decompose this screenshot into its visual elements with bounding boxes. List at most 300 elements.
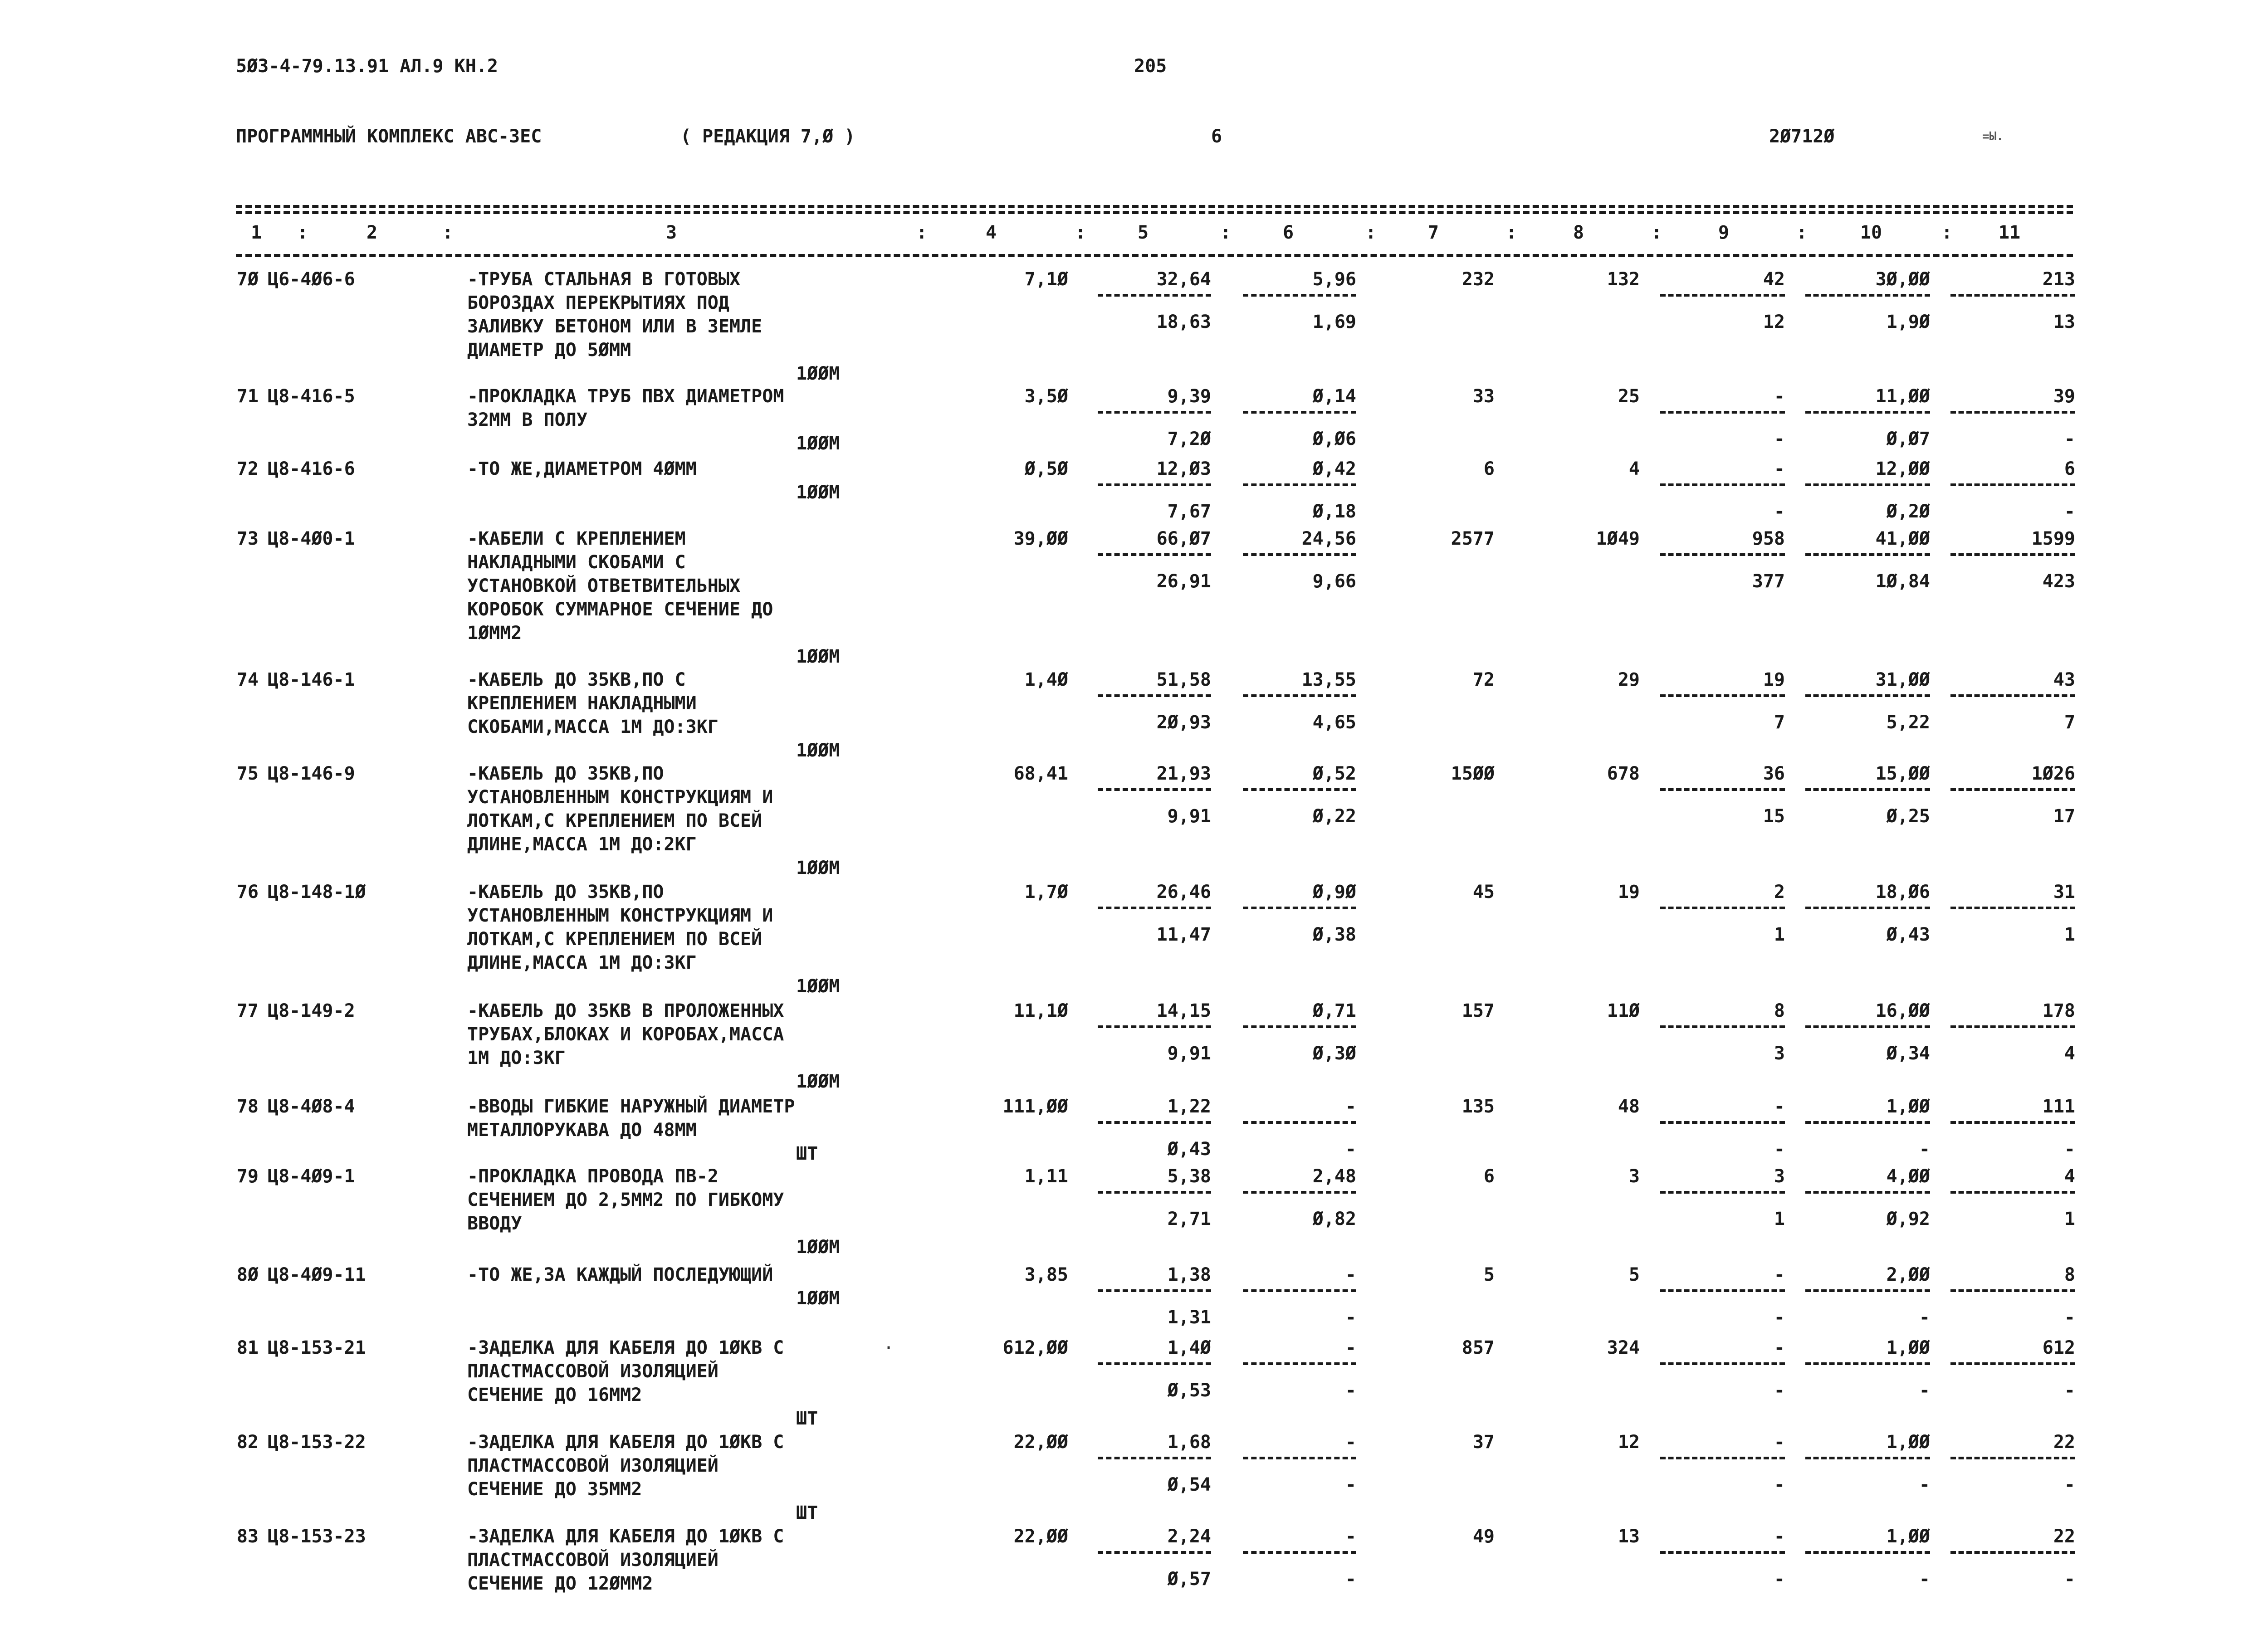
value-c5-bottom: 2,71	[1167, 1209, 1211, 1229]
value-c9-top: 958	[1752, 528, 1785, 549]
column-header-6: 6	[1282, 222, 1294, 243]
column-divider: :	[916, 222, 928, 243]
value-col4: 1,7Ø	[1024, 882, 1068, 902]
row-description-line: -КАБЕЛЬ ДО 35КВ,ПО	[467, 763, 664, 784]
value-c5-bottom: 2Ø,93	[1156, 712, 1211, 733]
value-separator	[1950, 294, 2075, 297]
value-col8: 5	[1628, 1264, 1640, 1285]
sheet-number: 6	[1211, 126, 1222, 147]
value-c10-bottom: -	[1919, 1380, 1930, 1401]
value-c6-bottom: 9,66	[1312, 571, 1356, 592]
value-c6-bottom: Ø,18	[1312, 501, 1356, 522]
value-c11-bottom: 17	[2053, 806, 2075, 827]
value-separator	[1950, 1289, 2075, 1292]
table-header-rule	[236, 254, 2073, 257]
row-number: 75	[236, 763, 259, 784]
value-separator	[1660, 907, 1785, 909]
row-code: Ц8-153-21	[268, 1337, 366, 1358]
value-separator	[1805, 907, 1930, 909]
value-col7: 6	[1483, 1166, 1495, 1187]
value-separator	[1243, 1289, 1356, 1292]
value-c5-top: 9,39	[1167, 386, 1211, 407]
value-c9-bottom: 377	[1752, 571, 1785, 592]
row-description-line: СКОБАМИ,МАССА 1М ДО:3КГ	[467, 717, 719, 737]
value-c11-top: 1Ø26	[2031, 763, 2075, 784]
value-col4: 1,4Ø	[1024, 669, 1068, 690]
value-col8: 678	[1607, 763, 1640, 784]
value-c5-top: 1,4Ø	[1167, 1337, 1211, 1358]
value-c6-bottom: Ø,38	[1312, 924, 1356, 945]
value-c5-bottom: Ø,43	[1167, 1139, 1211, 1160]
value-c9-bottom: -	[1774, 429, 1785, 449]
value-separator	[1805, 1289, 1930, 1292]
value-col7: 6	[1483, 458, 1495, 479]
value-c10-top: 31,ØØ	[1875, 669, 1930, 690]
value-c9-top: 2	[1774, 882, 1785, 902]
value-separator	[1098, 1457, 1211, 1459]
row-description-line: -ТО ЖЕ,ЗА КАЖДЫЙ ПОСЛЕДУЮЩИЙ	[467, 1264, 773, 1285]
value-c5-bottom: 7,67	[1167, 501, 1211, 522]
row-description-line: БОРОЗДАХ ПЕРЕКРЫТИЯХ ПОД	[467, 293, 729, 313]
value-separator	[1098, 483, 1211, 486]
value-c11-bottom: 4	[2064, 1043, 2075, 1064]
row-description-line: ДИАМЕТР ДО 5ØММ	[467, 340, 631, 361]
value-c5-top: 2,24	[1167, 1526, 1211, 1547]
value-c11-bottom: 7	[2064, 712, 2075, 733]
value-c10-top: 41,ØØ	[1875, 528, 1930, 549]
value-c5-top: 21,93	[1156, 763, 1211, 784]
value-col7: 157	[1461, 1000, 1495, 1021]
value-separator	[1805, 788, 1930, 791]
value-separator	[1805, 1362, 1930, 1365]
value-col8: 48	[1618, 1096, 1640, 1117]
row-description-line: ТРУБАХ,БЛОКАХ И КОРОБАХ,МАССА	[467, 1024, 784, 1045]
row-description-line: ПЛАСТМАССОВОЙ ИЗОЛЯЦИЕЙ	[467, 1455, 719, 1476]
value-c10-bottom: Ø,Ø7	[1886, 429, 1930, 449]
value-col7: 232	[1461, 269, 1495, 290]
value-c9-bottom: 1	[1774, 1209, 1785, 1229]
value-col7: 135	[1461, 1096, 1495, 1117]
row-description-line: КРЕПЛЕНИЕМ НАКЛАДНЫМИ	[467, 693, 697, 714]
value-c10-top: 12,ØØ	[1875, 458, 1930, 479]
row-number: 81	[236, 1337, 259, 1358]
column-divider: :	[1506, 222, 1517, 243]
row-code: Ц8-153-22	[268, 1432, 366, 1453]
value-col7: 49	[1472, 1526, 1495, 1547]
row-unit: 1ØØМ	[796, 740, 840, 761]
value-c9-top: 42	[1763, 269, 1785, 290]
document-code: 5Ø3-4-79.13.91 АЛ.9 КН.2	[236, 56, 498, 77]
program-name: ПРОГРАММНЫЙ КОМПЛЕКС АВС-ЗЕС	[236, 126, 542, 147]
value-c6-bottom: -	[1345, 1139, 1356, 1160]
value-c6-bottom: Ø,82	[1312, 1209, 1356, 1229]
value-c9-top: -	[1774, 1264, 1785, 1285]
column-divider: :	[442, 222, 454, 243]
value-col4: 22,ØØ	[1013, 1432, 1068, 1453]
value-col8: 3	[1628, 1166, 1640, 1187]
row-description-line: -ЗАДЕЛКА ДЛЯ КАБЕЛЯ ДО 1ØКВ С	[467, 1337, 784, 1358]
row-description-line: -КАБЕЛЬ ДО 35КВ,ПО	[467, 882, 664, 902]
value-c10-top: 1,ØØ	[1886, 1432, 1930, 1453]
value-c5-bottom: Ø,54	[1167, 1474, 1211, 1495]
row-description-line: УСТАНОВЛЕННЫМ КОНСТРУКЦИЯМ И	[467, 787, 773, 808]
document-id: 2Ø712Ø	[1769, 126, 1835, 147]
value-c6-top: Ø,9Ø	[1312, 882, 1356, 902]
column-divider: :	[1941, 222, 1953, 243]
value-c11-top: 22	[2053, 1432, 2075, 1453]
value-separator	[1660, 1191, 1785, 1194]
value-col4: 3,85	[1024, 1264, 1068, 1285]
table-top-rule	[236, 205, 2073, 208]
value-separator	[1243, 411, 1356, 414]
value-c6-top: -	[1345, 1096, 1356, 1117]
value-c10-top: 16,ØØ	[1875, 1000, 1930, 1021]
value-c10-top: 1,ØØ	[1886, 1526, 1930, 1547]
value-separator	[1950, 694, 2075, 697]
row-description-line: 32ММ В ПОЛУ	[467, 410, 587, 430]
column-divider: :	[1075, 222, 1086, 243]
value-c10-bottom: 1Ø,84	[1875, 571, 1930, 592]
value-separator	[1805, 553, 1930, 556]
value-c5-bottom: Ø,53	[1167, 1380, 1211, 1401]
value-c11-top: 39	[2053, 386, 2075, 407]
value-c5-top: 14,15	[1156, 1000, 1211, 1021]
column-header-10: 10	[1860, 222, 1882, 243]
value-c9-bottom: 15	[1763, 806, 1785, 827]
value-c11-bottom: -	[2064, 1380, 2075, 1401]
value-c9-bottom: -	[1774, 1139, 1785, 1160]
value-col4: 68,41	[1013, 763, 1068, 784]
column-header-9: 9	[1718, 222, 1730, 243]
row-code: Ц8-148-1Ø	[268, 882, 366, 902]
value-col8: 13	[1618, 1526, 1640, 1547]
value-col7: 857	[1461, 1337, 1495, 1358]
value-col8: 11Ø	[1607, 1000, 1640, 1021]
value-col4: 7,1Ø	[1024, 269, 1068, 290]
value-separator	[1950, 1457, 2075, 1459]
value-separator	[1660, 788, 1785, 791]
value-c10-bottom: Ø,43	[1886, 924, 1930, 945]
value-c11-bottom: -	[2064, 429, 2075, 449]
value-c11-top: 22	[2053, 1526, 2075, 1547]
value-c11-bottom: -	[2064, 1307, 2075, 1328]
value-c9-top: 8	[1774, 1000, 1785, 1021]
row-number: 8Ø	[236, 1264, 259, 1285]
value-separator	[1660, 483, 1785, 486]
value-separator	[1950, 411, 2075, 414]
value-c6-top: 24,56	[1301, 528, 1356, 549]
value-separator	[1950, 483, 2075, 486]
value-c10-bottom: Ø,92	[1886, 1209, 1930, 1229]
value-c11-top: 213	[2042, 269, 2075, 290]
value-separator	[1950, 1121, 2075, 1124]
value-c6-top: Ø,42	[1312, 458, 1356, 479]
value-c9-top: -	[1774, 458, 1785, 479]
row-description-line: СЕЧЕНИЕ ДО 12ØММ2	[467, 1573, 653, 1594]
value-c11-bottom: 423	[2042, 571, 2075, 592]
value-c10-bottom: Ø,34	[1886, 1043, 1930, 1064]
value-separator	[1805, 1191, 1930, 1194]
value-c6-top: 13,55	[1301, 669, 1356, 690]
value-col8: 1Ø49	[1596, 528, 1640, 549]
row-number: 79	[236, 1166, 259, 1187]
value-separator	[1243, 1362, 1356, 1365]
value-c6-top: -	[1345, 1337, 1356, 1358]
value-c9-top: 19	[1763, 669, 1785, 690]
value-c6-bottom: -	[1345, 1569, 1356, 1590]
value-separator	[1805, 1457, 1930, 1459]
value-c11-bottom: 13	[2053, 312, 2075, 332]
value-separator	[1243, 694, 1356, 697]
value-c10-bottom: 1,9Ø	[1886, 312, 1930, 332]
row-description-line: СЕЧЕНИЕ ДО 16ММ2	[467, 1385, 642, 1405]
row-code: Ц6-4Ø6-6	[268, 269, 355, 290]
row-description-line: -ЗАДЕЛКА ДЛЯ КАБЕЛЯ ДО 1ØКВ С	[467, 1526, 784, 1547]
value-separator	[1098, 788, 1211, 791]
column-divider: :	[1796, 222, 1808, 243]
row-description-line: ДЛИНЕ,МАССА 1М ДО:2КГ	[467, 834, 697, 855]
value-c6-bottom: Ø,22	[1312, 806, 1356, 827]
value-separator	[1660, 1025, 1785, 1028]
value-col8: 4	[1628, 458, 1640, 479]
row-description-line: 1М ДО:3КГ	[467, 1048, 566, 1068]
row-description-line: -ПРОКЛАДКА ТРУБ ПВХ ДИАМЕТРОМ	[467, 386, 784, 407]
value-separator	[1950, 1551, 2075, 1554]
row-description-line: -ПРОКЛАДКА ПРОВОДА ПВ-2	[467, 1166, 719, 1187]
row-code: Ц8-153-23	[268, 1526, 366, 1547]
column-divider: :	[1220, 222, 1232, 243]
value-c11-bottom: -	[2064, 501, 2075, 522]
value-c9-bottom: -	[1774, 501, 1785, 522]
value-separator	[1950, 788, 2075, 791]
value-c5-top: 12,Ø3	[1156, 458, 1211, 479]
value-c9-bottom: -	[1774, 1307, 1785, 1328]
row-description-line: -КАБЕЛИ С КРЕПЛЕНИЕМ	[467, 528, 686, 549]
value-separator	[1950, 907, 2075, 909]
column-divider: :	[1651, 222, 1662, 243]
table-top-rule-2	[236, 211, 2073, 214]
value-c6-top: -	[1345, 1526, 1356, 1547]
value-c5-top: 51,58	[1156, 669, 1211, 690]
value-col4: Ø,5Ø	[1024, 458, 1068, 479]
value-c10-top: 1,ØØ	[1886, 1096, 1930, 1117]
row-description-line: ЛОТКАМ,С КРЕПЛЕНИЕМ ПО ВСЕЙ	[467, 929, 763, 950]
value-c6-top: Ø,52	[1312, 763, 1356, 784]
value-separator	[1805, 1551, 1930, 1554]
column-header-3: 3	[665, 222, 677, 243]
row-description-line: КОРОБОК СУММАРНОЕ СЕЧЕНИЕ ДО	[467, 599, 773, 620]
value-col7: 72	[1472, 669, 1495, 690]
row-description-line: -ЗАДЕЛКА ДЛЯ КАБЕЛЯ ДО 1ØКВ С	[467, 1432, 784, 1453]
scan-mark: ·	[885, 1340, 893, 1356]
row-number: 83	[236, 1526, 259, 1547]
row-code: Ц8-146-1	[268, 669, 355, 690]
column-header-7: 7	[1427, 222, 1439, 243]
column-header-4: 4	[985, 222, 997, 243]
value-separator	[1243, 483, 1356, 486]
value-c11-top: 43	[2053, 669, 2075, 690]
value-c9-top: -	[1774, 1432, 1785, 1453]
value-separator	[1805, 483, 1930, 486]
value-separator	[1950, 1362, 2075, 1365]
row-unit: 1ØØМ	[796, 646, 840, 667]
value-c6-bottom: -	[1345, 1380, 1356, 1401]
value-separator	[1660, 1362, 1785, 1365]
value-c11-bottom: 1	[2064, 1209, 2075, 1229]
row-description-line: ПЛАСТМАССОВОЙ ИЗОЛЯЦИЕЙ	[467, 1361, 719, 1382]
value-c6-top: Ø,71	[1312, 1000, 1356, 1021]
value-c6-bottom: Ø,Ø6	[1312, 429, 1356, 449]
value-col4: 111,ØØ	[1002, 1096, 1068, 1117]
value-c9-bottom: -	[1774, 1569, 1785, 1590]
row-description-line: ПЛАСТМАССОВОЙ ИЗОЛЯЦИЕЙ	[467, 1550, 719, 1571]
value-separator	[1660, 1457, 1785, 1459]
value-separator	[1805, 294, 1930, 297]
value-c5-bottom: 9,91	[1167, 806, 1211, 827]
row-code: Ц8-4Ø9-1	[268, 1166, 355, 1187]
row-unit: ШТ	[796, 1502, 818, 1523]
value-separator	[1243, 1191, 1356, 1194]
row-unit: 1ØØМ	[796, 1071, 840, 1092]
column-header-8: 8	[1573, 222, 1584, 243]
column-header-5: 5	[1137, 222, 1149, 243]
value-separator	[1950, 1025, 2075, 1028]
value-c5-bottom: 9,91	[1167, 1043, 1211, 1064]
row-description-line: -ВВОДЫ ГИБКИЕ НАРУЖНЫЙ ДИАМЕТР	[467, 1096, 795, 1117]
value-c10-bottom: Ø,25	[1886, 806, 1930, 827]
value-c6-bottom: Ø,3Ø	[1312, 1043, 1356, 1064]
page-number: 205	[1134, 56, 1167, 77]
value-separator	[1950, 553, 2075, 556]
row-number: 73	[236, 528, 259, 549]
value-c9-top: -	[1774, 1096, 1785, 1117]
value-c10-top: 11,ØØ	[1875, 386, 1930, 407]
value-c10-top: 1,ØØ	[1886, 1337, 1930, 1358]
value-c9-top: -	[1774, 1337, 1785, 1358]
value-separator	[1805, 1025, 1930, 1028]
row-description-line: ДЛИНЕ,МАССА 1М ДО:3КГ	[467, 952, 697, 973]
value-separator	[1098, 1362, 1211, 1365]
value-separator	[1660, 294, 1785, 297]
row-description-line: УСТАНОВЛЕННЫМ КОНСТРУКЦИЯМ И	[467, 905, 773, 926]
value-c11-top: 4	[2064, 1166, 2075, 1187]
value-separator	[1805, 1121, 1930, 1124]
value-c11-top: 31	[2053, 882, 2075, 902]
value-c5-top: 66,Ø7	[1156, 528, 1211, 549]
value-separator	[1660, 411, 1785, 414]
value-c9-bottom: 7	[1774, 712, 1785, 733]
row-description-line: -КАБЕЛЬ ДО 35КВ В ПРОЛОЖЕННЫХ	[467, 1000, 784, 1021]
row-description-line: ЗАЛИВКУ БЕТОНОМ ИЛИ В ЗЕМЛЕ	[467, 316, 763, 337]
row-unit: 1ØØМ	[796, 976, 840, 997]
value-c11-bottom: -	[2064, 1474, 2075, 1495]
row-code: Ц8-4Ø9-11	[268, 1264, 366, 1285]
value-c5-bottom: 18,63	[1156, 312, 1211, 332]
value-separator	[1098, 1121, 1211, 1124]
value-c5-top: 1,22	[1167, 1096, 1211, 1117]
row-number: 72	[236, 458, 259, 479]
value-separator	[1660, 1289, 1785, 1292]
row-unit: ШТ	[796, 1408, 818, 1429]
row-code: Ц8-4Ø8-4	[268, 1096, 355, 1117]
row-number: 74	[236, 669, 259, 690]
value-separator	[1243, 553, 1356, 556]
value-separator	[1243, 788, 1356, 791]
value-c6-top: 2,48	[1312, 1166, 1356, 1187]
value-c10-bottom: 5,22	[1886, 712, 1930, 733]
row-description-line: 1ØММ2	[467, 623, 522, 644]
value-col4: 612,ØØ	[1002, 1337, 1068, 1358]
value-c9-bottom: 3	[1774, 1043, 1785, 1064]
value-c10-top: 3Ø,ØØ	[1875, 269, 1930, 290]
value-c11-top: 111	[2042, 1096, 2075, 1117]
value-c11-bottom: -	[2064, 1569, 2075, 1590]
value-col4: 11,1Ø	[1013, 1000, 1068, 1021]
value-separator	[1098, 1551, 1211, 1554]
value-separator	[1098, 553, 1211, 556]
value-c5-bottom: Ø,57	[1167, 1569, 1211, 1590]
row-number: 77	[236, 1000, 259, 1021]
value-c11-bottom: 1	[2064, 924, 2075, 945]
value-separator	[1660, 1121, 1785, 1124]
value-c5-top: 1,68	[1167, 1432, 1211, 1453]
value-c9-bottom: 12	[1763, 312, 1785, 332]
value-c9-bottom: -	[1774, 1380, 1785, 1401]
value-c6-bottom: 4,65	[1312, 712, 1356, 733]
row-description-line: УСТАНОВКОЙ ОТВЕТВИТЕЛЬНЫХ	[467, 576, 741, 596]
value-c10-top: 4,ØØ	[1886, 1166, 1930, 1187]
row-description-line: НАКЛАДНЫМИ СКОБАМИ С	[467, 552, 686, 573]
value-col4: 39,ØØ	[1013, 528, 1068, 549]
value-c6-bottom: 1,69	[1312, 312, 1356, 332]
row-code: Ц8-146-9	[268, 763, 355, 784]
row-description-line: ЛОТКАМ,С КРЕПЛЕНИЕМ ПО ВСЕЙ	[467, 810, 763, 831]
value-col8: 29	[1618, 669, 1640, 690]
column-header-11: 11	[1998, 222, 2021, 243]
value-col7: 5	[1483, 1264, 1495, 1285]
value-col8: 324	[1607, 1337, 1640, 1358]
value-col7: 2577	[1451, 528, 1495, 549]
value-c6-bottom: -	[1345, 1307, 1356, 1328]
value-c5-bottom: 7,2Ø	[1167, 429, 1211, 449]
column-divider: :	[1365, 222, 1377, 243]
value-c10-top: 2,ØØ	[1886, 1264, 1930, 1285]
value-separator	[1660, 694, 1785, 697]
value-c11-top: 1599	[2031, 528, 2075, 549]
value-separator	[1243, 1121, 1356, 1124]
row-number: 82	[236, 1432, 259, 1453]
value-separator	[1243, 907, 1356, 909]
value-c10-bottom: Ø,2Ø	[1886, 501, 1930, 522]
value-c11-top: 6	[2064, 458, 2075, 479]
value-c9-top: 3	[1774, 1166, 1785, 1187]
row-number: 71	[236, 386, 259, 407]
value-col8: 132	[1607, 269, 1640, 290]
value-c6-top: 5,96	[1312, 269, 1356, 290]
value-separator	[1098, 694, 1211, 697]
row-unit: 1ØØМ	[796, 1237, 840, 1258]
value-col7: 33	[1472, 386, 1495, 407]
value-col8: 19	[1618, 882, 1640, 902]
value-col7: 15ØØ	[1451, 763, 1495, 784]
value-col4: 3,5Ø	[1024, 386, 1068, 407]
value-c11-top: 8	[2064, 1264, 2075, 1285]
column-header-1: 1	[250, 222, 262, 243]
row-code: Ц8-149-2	[268, 1000, 355, 1021]
row-unit: 1ØØМ	[796, 482, 840, 503]
value-col8: 25	[1618, 386, 1640, 407]
value-c5-bottom: 11,47	[1156, 924, 1211, 945]
